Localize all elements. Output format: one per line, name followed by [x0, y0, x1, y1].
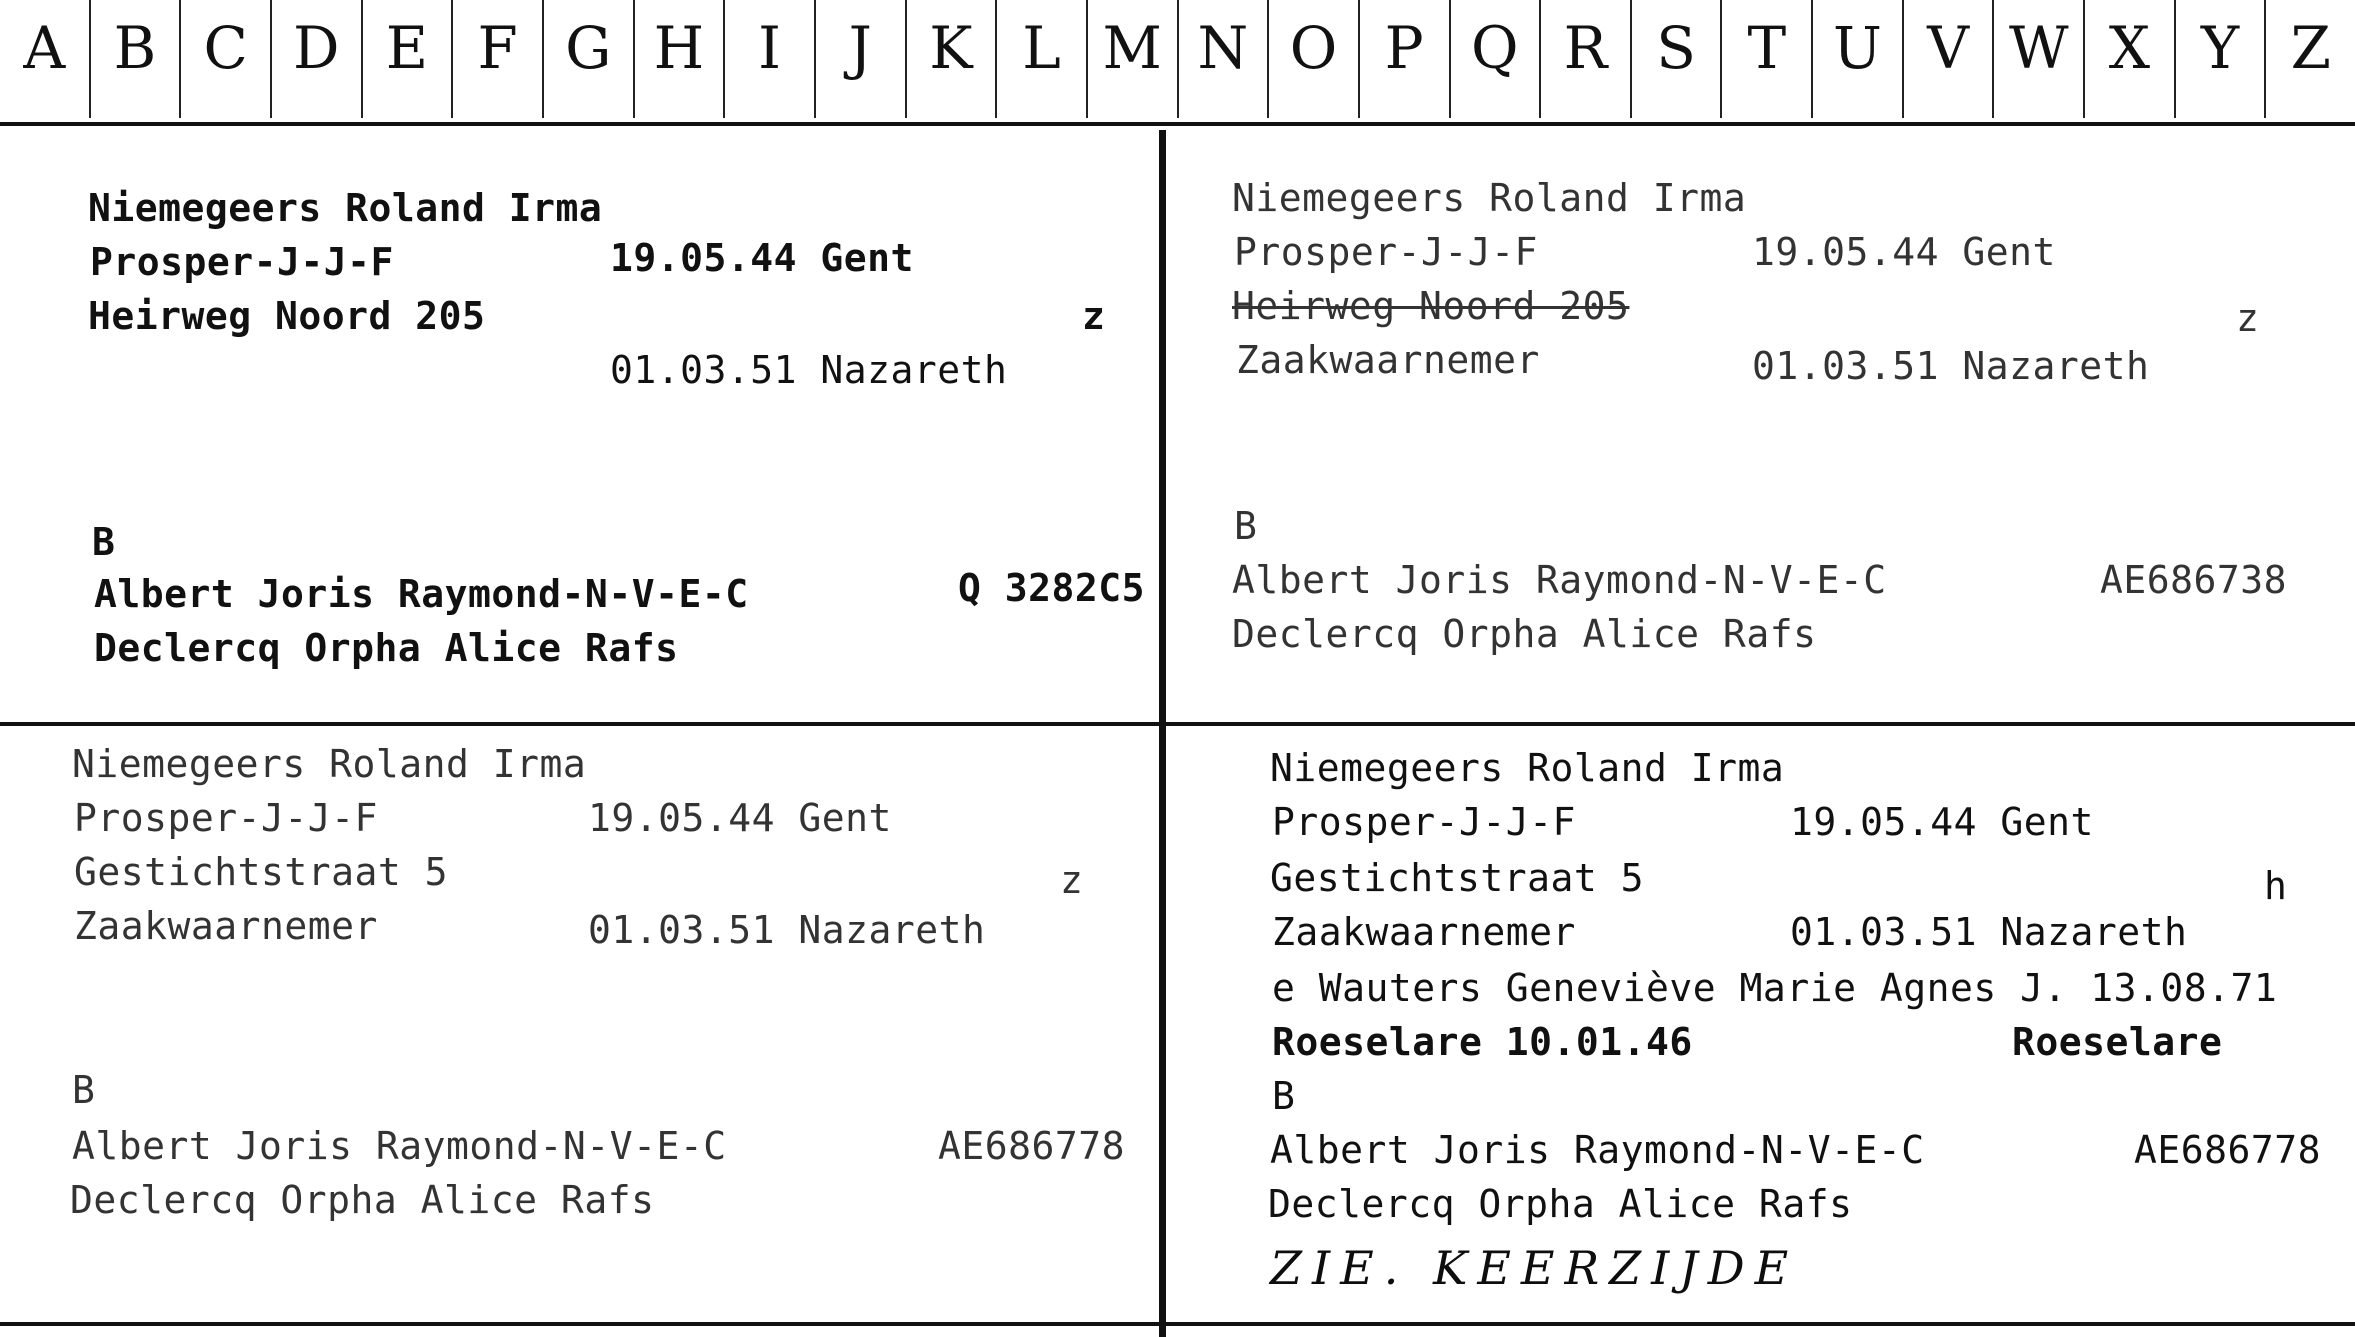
index-letter-z: Z — [2290, 14, 2331, 82]
index-letter-u: U — [1813, 0, 1904, 118]
card-given-names: Prosper-J-J-F — [1234, 230, 1538, 274]
card-given-names: Prosper-J-J-F — [90, 240, 394, 284]
card-date-place: 01.03.51 Nazareth — [588, 908, 986, 952]
card-birth-date-place: 19.05.44 Gent — [1790, 800, 2094, 844]
card-address: Heirweg Noord 205 — [88, 294, 486, 338]
card-marker: z — [1060, 858, 1084, 902]
index-letter-j: J — [816, 0, 907, 118]
card-mother: Declercq Orpha Alice Rafs — [70, 1178, 655, 1222]
index-letter-b: B — [91, 0, 182, 118]
index-letter-c: C — [181, 0, 272, 118]
registry-card-2 — [1166, 126, 2355, 724]
index-letter-s: S — [1632, 0, 1723, 118]
card-occupation: Zaakwaarnemer — [1236, 338, 1540, 382]
index-letter-f: F — [453, 0, 544, 118]
index-letter-e: E — [363, 0, 454, 118]
index-letter-n: N — [1179, 0, 1270, 118]
index-letter-g: G — [544, 0, 635, 118]
card-status: B — [92, 520, 116, 564]
registry-card-1 — [0, 126, 1162, 724]
index-letter-q: Q — [1451, 0, 1542, 118]
card-marriage-place: Roeselare — [2012, 1020, 2223, 1064]
alphabet-index-row — [0, 0, 2355, 118]
index-letter-w: W — [1994, 0, 2085, 118]
card-document-number: AE686778 — [938, 1124, 1126, 1168]
card-name: Niemegeers Roland Irma — [88, 186, 603, 230]
card-status: B — [1234, 504, 1258, 548]
card-address: Gestichtstraat 5 — [1270, 856, 1645, 900]
card-father: Albert Joris Raymond-N-V-E-C — [94, 572, 749, 616]
card-birth-date-place: 19.05.44 Gent — [610, 236, 914, 280]
registry-card-4 — [1166, 728, 2355, 1326]
card-document-number: AE686738 — [2100, 558, 2288, 602]
card-document-number: AE686778 — [2134, 1128, 2322, 1172]
card-name: Niemegeers Roland Irma — [1232, 176, 1747, 220]
card-occupation: Zaakwaarnemer — [74, 904, 378, 948]
card-marker: z — [1082, 294, 1106, 338]
index-letter-a: A — [0, 0, 91, 118]
index-letter-p: P — [1360, 0, 1451, 118]
alphabet-index-strip — [0, 0, 2355, 126]
card-status: B — [72, 1068, 96, 1112]
card-occupation: Zaakwaarnemer — [1272, 910, 1576, 954]
card-marker: h — [2264, 864, 2288, 908]
index-letter-o: O — [1269, 0, 1360, 118]
card-status: B — [1272, 1074, 1296, 1118]
card-birth-date-place: 19.05.44 Gent — [1752, 230, 2056, 274]
index-letter-m: M — [1088, 0, 1179, 118]
card-name: Niemegeers Roland Irma — [72, 742, 587, 786]
index-letter-x: X — [2085, 0, 2176, 118]
index-letter-i: I — [725, 0, 816, 118]
card-address-struck: Heirweg Noord 205 — [1232, 284, 1630, 328]
card-date-place: 01.03.51 Nazareth — [1790, 910, 2188, 954]
index-letter-v: V — [1904, 0, 1995, 118]
card-name: Niemegeers Roland Irma — [1270, 746, 1785, 790]
index-letter-k: K — [907, 0, 998, 118]
index-letter-d: D — [272, 0, 363, 118]
card-given-names: Prosper-J-J-F — [74, 796, 378, 840]
card-handwritten-note: ZIE. KEERZIJDE — [1270, 1241, 1799, 1295]
index-letter-y: Y — [2176, 0, 2267, 118]
card-mother: Declercq Orpha Alice Rafs — [94, 626, 679, 670]
card-document-number: Q 3282C5 — [958, 566, 1146, 610]
index-letter-r: R — [1541, 0, 1632, 118]
card-address: Gestichtstraat 5 — [74, 850, 449, 894]
card-mother: Declercq Orpha Alice Rafs — [1232, 612, 1817, 656]
index-letter-h: H — [635, 0, 726, 118]
card-date-place: 01.03.51 Nazareth — [1752, 344, 2150, 388]
card-father: Albert Joris Raymond-N-V-E-C — [1270, 1128, 1925, 1172]
card-birth-date-place: 19.05.44 Gent — [588, 796, 892, 840]
card-given-names: Prosper-J-J-F — [1272, 800, 1576, 844]
index-letter-t: T — [1722, 0, 1813, 118]
index-letter-l: L — [997, 0, 1088, 118]
registry-card-3 — [0, 728, 1162, 1326]
card-date-place: 01.03.51 Nazareth — [610, 348, 1008, 392]
card-mother: Declercq Orpha Alice Rafs — [1268, 1182, 1853, 1226]
card-father: Albert Joris Raymond-N-V-E-C — [72, 1124, 727, 1168]
card-marker: z — [2236, 296, 2260, 340]
card-spouse-birth: Roeselare 10.01.46 — [1272, 1020, 1693, 1064]
card-father: Albert Joris Raymond-N-V-E-C — [1232, 558, 1887, 602]
card-spouse: e Wauters Geneviève Marie Agnes J. 13.08.71 — [1272, 966, 2278, 1010]
